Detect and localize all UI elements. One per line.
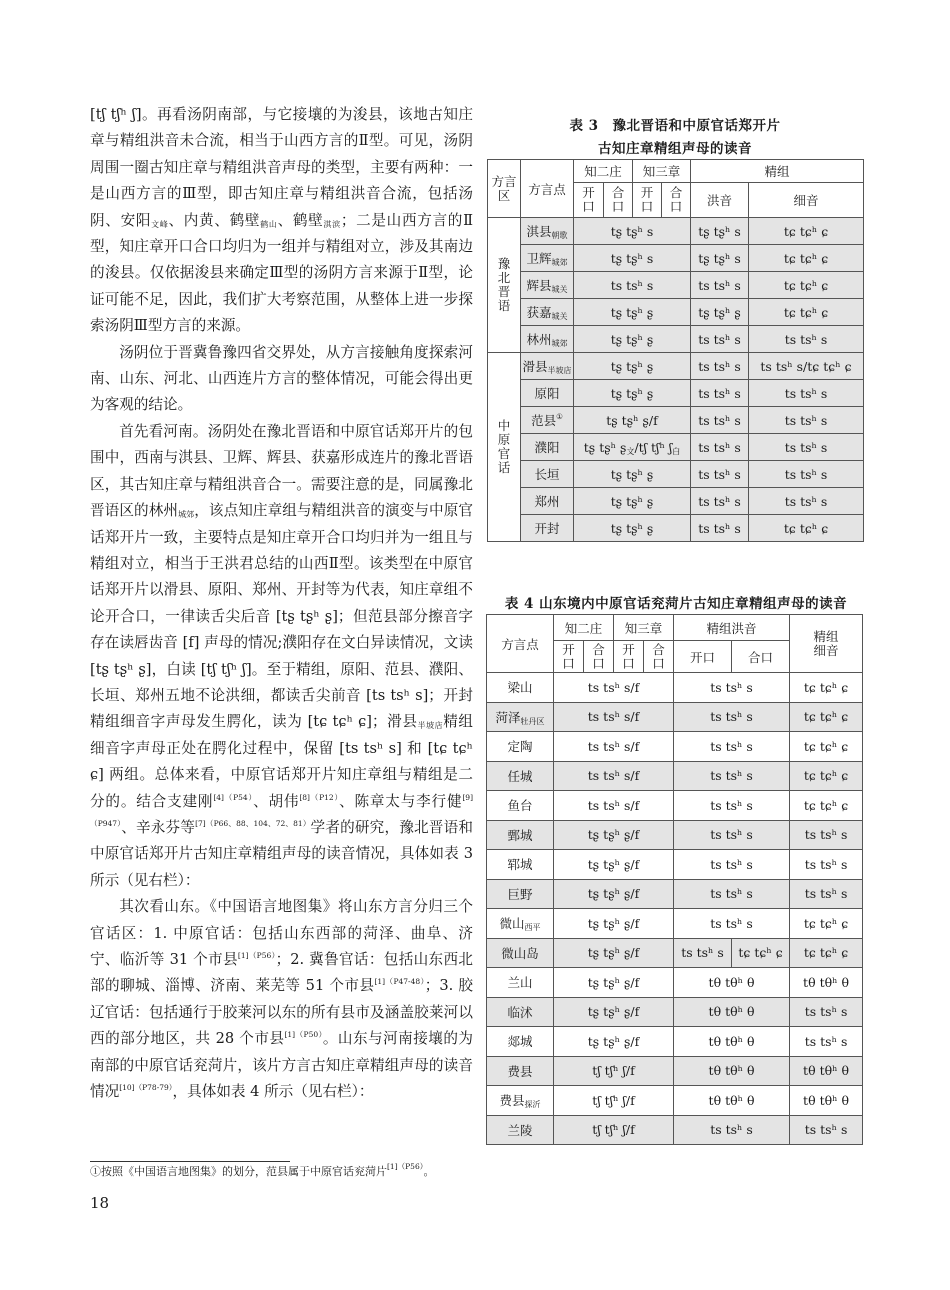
point-name: 兰山 (507, 975, 533, 991)
jing-xi-value: tɕ tɕʰ ɕ (790, 702, 863, 732)
jing-xi-value: ts tsʰ s (790, 820, 863, 850)
jing-hong-value: tθ tθʰ θ (674, 968, 790, 998)
header-jing-hong: 精组洪音 (674, 615, 790, 641)
jing-hong-value: ts tsʰ s (691, 434, 749, 461)
table-row (488, 299, 864, 326)
point-name: 定陶 (507, 739, 533, 755)
table3-caption-line2: 古知庄章精组声母的读音 (598, 141, 752, 157)
point-name: 临沭 (507, 1004, 533, 1020)
zhi-zhuang-zhang-value (574, 218, 691, 245)
jing-xi-value: tɕ tɕʰ ɕ (790, 791, 863, 821)
page-number: 18 (90, 1194, 110, 1212)
dialect-point (521, 353, 574, 380)
table-row (487, 1115, 863, 1145)
zhi-zhuang-zhang-value (574, 299, 691, 326)
point-name: 鄄城 (507, 827, 533, 843)
point-name: 梁山 (507, 680, 533, 696)
header-he: 合口 (604, 183, 633, 218)
region-label: 豫北晋语 (497, 255, 511, 313)
paragraph-3: 首先看河南。汤阴处在豫北晋语和中原官话郑开片的包围中，西南与淇县、卫辉、辉县、获嘉形成连片的豫北晋语区，其古知庄章与精组洪音合一。需要注意的是，同属豫北晋语区的林州$_{城郊}$，该点知庄章组与精组洪音的演变与中原官话郑开片一致，主要特点是知庄章开合口均归并为一组且与精组对立，相当于王洪君总结的山西Ⅱ型。该类型在中原官话郑开片以滑县、原阳、郑州、开封等为代表，知庄章组不论开合口，一律读舌尖后音 [tʂ tʂʰ ʂ]；但范县部分擦音字存在读唇齿音 [f] 声母的情况;濮阳存在文白异读情况，文读 [tʂ tʂʰ ʂ]，白读 [tʃ tʃʰ ʃ]。至于精组，原阳、范县、濮阳、长垣、郑州五地不论洪细，都读舌尖前音 [ts tsʰ s]；开封精组细音字声母发生腭化，读为 [tɕ tɕʰ ɕ]；滑县$_{半坡店}$精组细音字声母正处在腭化过程中，保留 [ts tsʰ s] 和 [tɕ tɕʰ ɕ] 两组。总体来看，中原官话郑开片知庄章组与精组是二分的。结合支建刚$^{[4](P54)}$、胡伟$^{[8](P12)}$、陈章太与李行健$^{[9](P947)}$、辛永芬等$^{[7](P66、88、104、72、81)}$学者的研究，豫北晋语和中原官话郑开片古知庄章精组声母的读音情况，具体如表 3 所示（见右栏）： (90, 422, 473, 889)
dialect-point (487, 879, 554, 909)
jing-xi-value: ts tsʰ s (749, 326, 864, 353)
dialect-point (521, 245, 574, 272)
table-row (487, 879, 863, 909)
dialect-point (521, 407, 574, 434)
paragraph-2: 汤阴位于晋冀鲁豫四省交界处，从方言接触角度探索河南、山东、河北、山西连片方言的整体情况，可能会得出更为客观的结论。 (90, 343, 473, 414)
jing-hong-value: ts tsʰ s (674, 1115, 790, 1145)
table3-caption-line1: 表 3 豫北晋语和中原官话郑开片 (569, 118, 781, 134)
point-name: 范县 (531, 413, 557, 428)
value-text: tʂ tʂʰ s (610, 223, 654, 239)
zhi-zhuang-zhang-value (574, 407, 691, 434)
table-row (487, 997, 863, 1027)
dialect-point (521, 488, 574, 515)
table-row (488, 515, 864, 542)
point-name: 鱼台 (507, 798, 533, 814)
zhi-zhuang-zhang-value (574, 326, 691, 353)
point-name: 滑县 (522, 359, 548, 374)
table-3 (487, 159, 864, 542)
point-subarea: 城关 (551, 312, 568, 321)
point-name: 获嘉 (526, 305, 552, 320)
zhi-zhuang-zhang-value (574, 515, 691, 542)
paragraph-4: 其次看山东。《中国语言地图集》将山东方言分归三个官话区：1. 中原官话：包括山东西部的菏泽、曲阜、济宁、临沂等 31 个市县$^{[1](P56)}$；2. 冀鲁官话：包括山东西北部的聊城、淄博、济南、莱芜等 51 个市县$^{[1](P47-48)}$；3. 胶辽官话：包括通行于胶莱河以东的所有县市及涵盖胶莱河以西的部分地区，共 28 个市县$^{[1](P50)}$。山东与河南接壤的为南部的中原官话兖菏片，该片方言古知庄章精组声母的读音情况$^{[10](P78-79)}$，具体如表 4 所示（见右栏）： (90, 898, 473, 1101)
zhi-zhuang-zhang-value: ts tsʰ s/f (554, 761, 674, 791)
header-he: 合口 (644, 641, 674, 673)
jing-hong-value: ts tsʰ s (674, 732, 790, 762)
jing-xi-value: ts tsʰ s (749, 488, 864, 515)
dialect-point (487, 820, 554, 850)
header-he: 合口 (584, 641, 614, 673)
jing-xi-value: ts tsʰ s (790, 1115, 863, 1145)
value-text: ts tsʰ s (610, 277, 654, 293)
value-text: /tʃ tʃʰ ʃ (634, 439, 673, 455)
jing-xi-value: tɕ tɕʰ ɕ (749, 245, 864, 272)
point-name: 菏泽 (495, 709, 521, 725)
dialect-point (487, 673, 554, 703)
jing-xi-value: ts tsʰ s (790, 1027, 863, 1057)
table-row (488, 488, 864, 515)
header-xi: 细音 (749, 183, 864, 218)
table-row (487, 938, 863, 968)
zhi-zhuang-zhang-value (574, 245, 691, 272)
jing-xi-value: ts tsʰ s (749, 461, 864, 488)
table-row (488, 245, 864, 272)
point-name: 长垣 (534, 467, 560, 482)
dialect-point (487, 732, 554, 762)
zhi-zhuang-zhang-value: tʂ tʂʰ ʂ/f (554, 909, 674, 939)
jing-hong-value: ts tsʰ s (691, 326, 749, 353)
table-row (488, 434, 864, 461)
point-subarea: 城郊 (551, 258, 568, 267)
dialect-point (487, 761, 554, 791)
zhi-zhuang-zhang-value (574, 488, 691, 515)
jing-xi-value: tɕ tɕʰ ɕ (790, 761, 863, 791)
jing-xi-value: ts tsʰ s (790, 997, 863, 1027)
table-row (488, 353, 864, 380)
footnote-rule (90, 1161, 290, 1162)
zhi-zhuang-zhang-value (574, 380, 691, 407)
table-4 (486, 614, 863, 1145)
header-kai: 开口 (574, 183, 604, 218)
value-text: tʂ tʂʰ ʂ/f (606, 412, 658, 428)
zhi-zhuang-zhang-value: ts tsʰ s/f (554, 702, 674, 732)
zhi-zhuang-zhang-value: ts tsʰ s/f (554, 732, 674, 762)
header-he: 合口 (662, 183, 691, 218)
table-row (488, 272, 864, 299)
value-text: tʂ tʂʰ ʂ (610, 466, 654, 482)
table-row (487, 1056, 863, 1086)
point-name: 卫辉 (526, 251, 552, 266)
jing-hong-value: ts tsʰ s (691, 407, 749, 434)
header-zhi2zhuang: 知二庄 (574, 160, 633, 183)
jing-hong-value: ts tsʰ s (674, 702, 790, 732)
zhi-zhuang-zhang-value: tʂ tʂʰ ʂ/f (554, 850, 674, 880)
point-subarea: 朝歌 (551, 231, 568, 240)
dialect-point (521, 218, 574, 245)
jing-hong-value: ts tsʰ s (691, 272, 749, 299)
header-hong: 洪音 (691, 183, 749, 218)
dialect-point (487, 909, 554, 939)
zhi-zhuang-zhang-value: tʂ tʂʰ ʂ/f (554, 968, 674, 998)
jing-hong-kai-value: ts tsʰ s (674, 938, 732, 968)
zhi-zhuang-zhang-value (574, 461, 691, 488)
jing-hong-value: ts tsʰ s (674, 879, 790, 909)
jing-xi-value: ts tsʰ s (790, 879, 863, 909)
dialect-point (487, 938, 554, 968)
dialect-point (487, 702, 554, 732)
jing-hong-value: ts tsʰ s (691, 353, 749, 380)
point-name: 微山岛 (501, 945, 539, 961)
body-text-column (90, 102, 473, 1105)
footnote-marker: ① (556, 412, 563, 421)
table-row (487, 820, 863, 850)
point-name: 原阳 (534, 386, 560, 401)
zhi-zhuang-zhang-value (574, 353, 691, 380)
jing-xi-value: ts tsʰ s (749, 380, 864, 407)
dialect-point (487, 968, 554, 998)
zhi-zhuang-zhang-value: ts tsʰ s/f (554, 673, 674, 703)
zhi-zhuang-zhang-value: tʂ tʂʰ ʂ/f (554, 1027, 674, 1057)
table-row (487, 850, 863, 880)
jing-hong-value: ts tsʰ s (674, 791, 790, 821)
dialect-point (521, 380, 574, 407)
dialect-point (487, 850, 554, 880)
jing-xi-value: tɕ tɕʰ ɕ (749, 272, 864, 299)
reading-literary: 文 (626, 446, 635, 456)
jing-xi-value: tɕ tɕʰ ɕ (749, 515, 864, 542)
point-subarea: 城关 (551, 285, 568, 294)
jing-hong-value: tθ tθʰ θ (674, 1056, 790, 1086)
value-text: tʂ tʂʰ ʂ (583, 439, 627, 455)
header-point: 方言点 (487, 615, 554, 673)
point-name: 辉县 (526, 278, 552, 293)
zhi-zhuang-zhang-value: tʂ tʂʰ ʂ/f (554, 938, 674, 968)
zhi-zhuang-zhang-value: tʂ tʂʰ ʂ/f (554, 997, 674, 1027)
jing-hong-value: ts tsʰ s (674, 673, 790, 703)
zhi-zhuang-zhang-value: tʃ tʃʰ ʃ/f (554, 1056, 674, 1086)
dialect-point (487, 997, 554, 1027)
point-subarea: 半坡店 (547, 366, 572, 375)
dialect-point (521, 299, 574, 326)
point-name: 巨野 (507, 886, 533, 902)
table-row (488, 218, 864, 245)
zhi-zhuang-zhang-value: ts tsʰ s/f (554, 791, 674, 821)
header-kai: 开口 (633, 183, 662, 218)
jing-xi-value: tθ tθʰ θ (790, 1086, 863, 1116)
dialect-point (487, 1086, 554, 1116)
value-text: tʂ tʂʰ ʂ (610, 385, 654, 401)
jing-hong-value: tʂ tʂʰ s (691, 245, 749, 272)
table-row (487, 673, 863, 703)
value-text: tʂ tʂʰ ʂ (610, 493, 654, 509)
dialect-point (521, 515, 574, 542)
point-subarea: 西平 (524, 923, 541, 933)
zhi-zhuang-zhang-value (574, 272, 691, 299)
point-subarea: 探沂 (524, 1100, 541, 1110)
jing-hong-value: ts tsʰ s (691, 461, 749, 488)
value-text: tʂ tʂʰ ʂ (610, 304, 654, 320)
table-row (487, 1027, 863, 1057)
dialect-point (521, 272, 574, 299)
header-zhi3zhang: 知三章 (614, 615, 674, 641)
dialect-point (487, 1056, 554, 1086)
jing-hong-value: tθ tθʰ θ (674, 997, 790, 1027)
jing-xi-value: tθ tθʰ θ (790, 968, 863, 998)
point-name: 费县 (499, 1093, 525, 1109)
jing-xi-value: tɕ tɕʰ ɕ (749, 299, 864, 326)
zhi-zhuang-zhang-value: tʃ tʃʰ ʃ/f (554, 1115, 674, 1145)
jing-hong-value: ts tsʰ s (674, 820, 790, 850)
footnote: ①按照《中国语言地图集》的划分，范县属于中原官话兖菏片$^{[1](P56)}$。 (90, 1162, 435, 1178)
table-row (487, 732, 863, 762)
dialect-point (521, 434, 574, 461)
jing-hong-value: tʂ tʂʰ s (691, 218, 749, 245)
zhi-zhuang-zhang-value: tʂ tʂʰ ʂ/f (554, 879, 674, 909)
dialect-point (521, 326, 574, 353)
value-text: tʂ tʂʰ ʂ (610, 520, 654, 536)
header-hong-kai: 开口 (674, 641, 732, 673)
jing-xi-value: tɕ tɕʰ ɕ (790, 673, 863, 703)
zhi-zhuang-zhang-value (574, 434, 691, 461)
jing-hong-he-value: tɕ tɕʰ ɕ (732, 938, 790, 968)
jing-hong-value: tʂ tʂʰ ʂ (691, 299, 749, 326)
header-kai: 开口 (554, 641, 584, 673)
jing-hong-value: tθ tθʰ θ (674, 1086, 790, 1116)
header-zhi3zhang: 知三章 (633, 160, 691, 183)
table-row (487, 761, 863, 791)
table-row (488, 380, 864, 407)
header-jing: 精组 (691, 160, 864, 183)
point-subarea: 城郊 (551, 339, 568, 348)
dialect-point (487, 791, 554, 821)
jing-hong-value: ts tsʰ s (674, 761, 790, 791)
point-name: 郑州 (534, 494, 560, 509)
jing-hong-value: ts tsʰ s (674, 850, 790, 880)
zhi-zhuang-zhang-value: tʂ tʂʰ ʂ/f (554, 820, 674, 850)
point-name: 郯城 (507, 1034, 533, 1050)
jing-xi-value: ts tsʰ s (749, 434, 864, 461)
region-label: 中原官话 (497, 417, 511, 475)
jing-xi-value: ts tsʰ s/tɕ tɕʰ ɕ (749, 353, 864, 380)
jing-hong-value: tθ tθʰ θ (674, 1027, 790, 1057)
jing-xi-value: ts tsʰ s (790, 850, 863, 880)
header-zhi2zhuang: 知二庄 (554, 615, 614, 641)
header-region: 方言区 (488, 160, 521, 218)
value-text: tʂ tʂʰ ʂ (610, 358, 654, 374)
jing-xi-value: tɕ tɕʰ ɕ (790, 938, 863, 968)
point-name: 林州 (526, 332, 552, 347)
dialect-point (521, 461, 574, 488)
jing-xi-value: tɕ tɕʰ ɕ (790, 909, 863, 939)
table-row (488, 461, 864, 488)
header-point: 方言点 (521, 160, 574, 218)
table-row (488, 326, 864, 353)
point-name: 微山 (499, 916, 525, 932)
table-row (488, 407, 864, 434)
table-row (487, 1086, 863, 1116)
header-jing-xi: 精组细音 (790, 615, 863, 673)
reading-colloquial: 白 (672, 446, 681, 456)
jing-hong-value: ts tsʰ s (691, 380, 749, 407)
point-name: 费县 (507, 1063, 533, 1079)
dialect-point (487, 1115, 554, 1145)
paragraph-1: [tʃ tʃʰ ʃ]。再看汤阴南部，与它接壤的为浚县，该地古知庄章与精组洪音未合流，相当于山西方言的Ⅱ型。可见，汤阴周围一圈古知庄章与精组洪音声母的类型，主要有两种：一是山西方言的Ⅲ型，即古知庄章与精组洪音合流，包括汤阴、安阳$_{文峰}$、内黄、鹤壁$_{鹤山}$、鹤壁$_{淇滨}$；二是山西方言的Ⅱ型，知庄章开口合口均归为一组并与精组对立，涉及其南边的浚县。仅依据浚县来确定Ⅲ型的汤阴方言来源于Ⅱ型，论证可能不足，因此，我们扩大考察范围，从整体上进一步探索汤阴Ⅲ型方言的来源。 (90, 106, 473, 335)
value-text: tʂ tʂʰ ʂ (610, 331, 654, 347)
point-name: 濮阳 (534, 440, 560, 455)
region-cell (488, 218, 521, 353)
table4-caption: 表 4 山东境内中原官话兖菏片古知庄章精组声母的读音 (504, 596, 848, 612)
jing-hong-value: ts tsʰ s (674, 909, 790, 939)
point-subarea: 牡丹区 (520, 716, 545, 726)
header-kai: 开口 (614, 641, 644, 673)
table-row (487, 968, 863, 998)
point-name: 任城 (507, 768, 533, 784)
point-name: 兰陵 (507, 1122, 533, 1138)
dialect-point (487, 1027, 554, 1057)
jing-xi-value: tɕ tɕʰ ɕ (790, 732, 863, 762)
jing-xi-value: tɕ tɕʰ ɕ (749, 218, 864, 245)
point-name: 开封 (534, 521, 560, 536)
jing-xi-value: tθ tθʰ θ (790, 1056, 863, 1086)
jing-hong-value: ts tsʰ s (691, 488, 749, 515)
region-cell (488, 353, 521, 542)
point-name: 淇县 (526, 224, 552, 239)
value-text: tʂ tʂʰ s (610, 250, 654, 266)
jing-xi-value: ts tsʰ s (749, 407, 864, 434)
point-name: 郓城 (507, 857, 533, 873)
zhi-zhuang-zhang-value: tʃ tʃʰ ʃ/f (554, 1086, 674, 1116)
jing-hong-value: ts tsʰ s (691, 515, 749, 542)
table-row (487, 702, 863, 732)
table-row (487, 791, 863, 821)
header-hong-he: 合口 (732, 641, 790, 673)
table-row (487, 909, 863, 939)
